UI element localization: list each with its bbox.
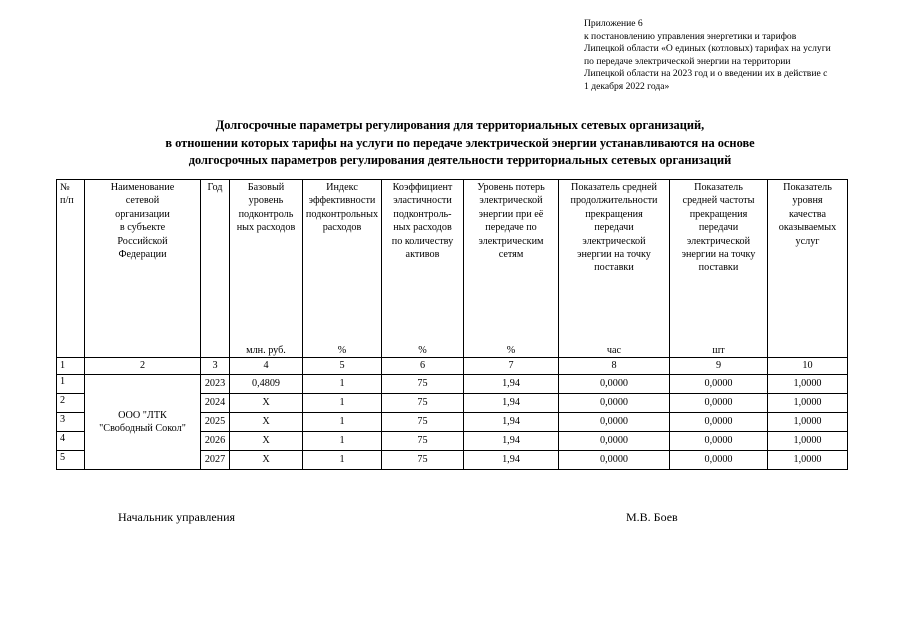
frequency-cell: 0,0000 <box>670 394 768 413</box>
document-title <box>100 117 820 170</box>
efficiency-index-cell: 1 <box>303 375 382 394</box>
base-level-cell: Х <box>230 394 303 413</box>
header-cell-frequency <box>670 180 768 342</box>
unit-cell: % <box>464 341 559 358</box>
frequency-cell: 0,0000 <box>670 451 768 470</box>
efficiency-index-cell: 1 <box>303 451 382 470</box>
quality-cell: 1,0000 <box>768 394 848 413</box>
duration-cell: 0,0000 <box>559 413 670 432</box>
quality-cell: 1,0000 <box>768 432 848 451</box>
losses-cell: 1,94 <box>464 413 559 432</box>
unit-cell: % <box>382 341 464 358</box>
header-text: Показатель уровня качества оказываемых услуг <box>778 182 837 247</box>
unit-cell: млн. руб. <box>230 341 303 358</box>
header-cell-organization <box>85 180 201 358</box>
column-number: 9 <box>670 358 768 375</box>
title-line: Долгосрочные параметры регулирования для территориальных сетевых организаций, <box>215 118 705 132</box>
base-level-cell: Х <box>230 451 303 470</box>
column-number: 6 <box>382 358 464 375</box>
header-text: Показатель средней продолжительности прекращения передачи электрической энергии на точку поставки <box>570 182 658 274</box>
row-number: 4 <box>57 432 85 451</box>
signature-name: М.В. Боев <box>626 510 678 524</box>
title-line: в отношении которых тарифы на услуги по передаче электрической энергии устанавливаются на основе <box>165 135 755 150</box>
base-level-cell: 0,4809 <box>230 375 303 394</box>
elasticity-cell: 75 <box>382 375 464 394</box>
header-text: № п/п <box>60 182 74 207</box>
appendix-line: Приложение 6 <box>584 18 643 29</box>
duration-cell: 0,0000 <box>559 394 670 413</box>
row-number: 2 <box>57 394 85 413</box>
losses-cell: 1,94 <box>464 375 559 394</box>
year-cell: 2023 <box>201 375 230 394</box>
row-number: 1 <box>57 375 85 394</box>
unit-cell: шт <box>670 341 768 358</box>
column-number-row <box>57 358 848 375</box>
losses-cell: 1,94 <box>464 432 559 451</box>
header-text: Базовый уровень подконтроль ных расходов <box>236 182 296 234</box>
organization-cell <box>85 375 201 470</box>
duration-cell: 0,0000 <box>559 451 670 470</box>
losses-cell: 1,94 <box>464 394 559 413</box>
header-text: Индекс эффективности подконтрольных расходов <box>305 182 379 234</box>
appendix-line: по передаче электрической энергии на территории <box>584 55 791 67</box>
appendix-line: 1 декабря 2022 года» <box>584 80 670 92</box>
appendix-line: Липецкой области на 2023 год и о введении их в действие с <box>584 68 828 80</box>
column-number: 2 <box>85 358 201 375</box>
column-number: 10 <box>768 358 848 375</box>
elasticity-cell: 75 <box>382 394 464 413</box>
appendix-line: Липецкой области «О единых (котловых) тарифах на услуги <box>584 43 831 55</box>
header-cell-duration <box>559 180 670 342</box>
appendix-block <box>584 18 884 94</box>
base-level-cell: Х <box>230 432 303 451</box>
column-number: 7 <box>464 358 559 375</box>
column-number: 5 <box>303 358 382 375</box>
header-row <box>57 180 848 342</box>
header-cell-losses <box>464 180 559 342</box>
year-cell: 2024 <box>201 394 230 413</box>
unit-cell: % <box>303 341 382 358</box>
header-cell-elasticity <box>382 180 464 342</box>
header-cell-year <box>201 180 230 358</box>
header-text: Наименование сетевой организации в субъекте Российской Федерации <box>110 182 175 261</box>
efficiency-index-cell: 1 <box>303 413 382 432</box>
efficiency-index-cell: 1 <box>303 394 382 413</box>
elasticity-cell: 75 <box>382 432 464 451</box>
row-number: 5 <box>57 451 85 470</box>
quality-cell: 1,0000 <box>768 413 848 432</box>
row-number: 3 <box>57 413 85 432</box>
unit-cell: час <box>559 341 670 358</box>
losses-cell: 1,94 <box>464 451 559 470</box>
duration-cell: 0,0000 <box>559 375 670 394</box>
column-number: 4 <box>230 358 303 375</box>
frequency-cell: 0,0000 <box>670 432 768 451</box>
year-cell: 2025 <box>201 413 230 432</box>
header-cell-efficiency-index <box>303 180 382 342</box>
title-line: долгосрочных параметров регулирования деятельности территориальных сетевых организаций <box>188 153 732 167</box>
header-text: Показатель средней частоты прекращения передачи электрической энергии на точку поставки <box>681 182 756 274</box>
efficiency-index-cell: 1 <box>303 432 382 451</box>
signature-position: Начальник управления <box>118 510 236 524</box>
elasticity-cell: 75 <box>382 413 464 432</box>
header-cell-quality <box>768 180 848 358</box>
column-number: 1 <box>57 358 85 375</box>
frequency-cell: 0,0000 <box>670 413 768 432</box>
year-cell: 2027 <box>201 451 230 470</box>
duration-cell: 0,0000 <box>559 432 670 451</box>
organization-name: ООО "ЛТК "Свободный Сокол" <box>99 409 186 434</box>
quality-cell: 1,0000 <box>768 451 848 470</box>
header-text: Год <box>207 182 223 193</box>
parameters-table <box>56 179 848 470</box>
header-text: Уровень потерь электрической энергии при её передаче по электрическим сетям <box>477 182 545 261</box>
base-level-cell: Х <box>230 413 303 432</box>
column-number: 8 <box>559 358 670 375</box>
appendix-line: к постановлению управления энергетики и тарифов <box>584 30 797 42</box>
elasticity-cell: 75 <box>382 451 464 470</box>
header-cell-base-level <box>230 180 303 342</box>
quality-cell: 1,0000 <box>768 375 848 394</box>
column-number: 3 <box>201 358 230 375</box>
header-text: Коэффициент эластичности подконтроль- ных расходов по количеству активов <box>391 182 454 261</box>
table-row <box>57 375 848 394</box>
year-cell: 2026 <box>201 432 230 451</box>
header-cell-num <box>57 180 85 358</box>
frequency-cell: 0,0000 <box>670 375 768 394</box>
